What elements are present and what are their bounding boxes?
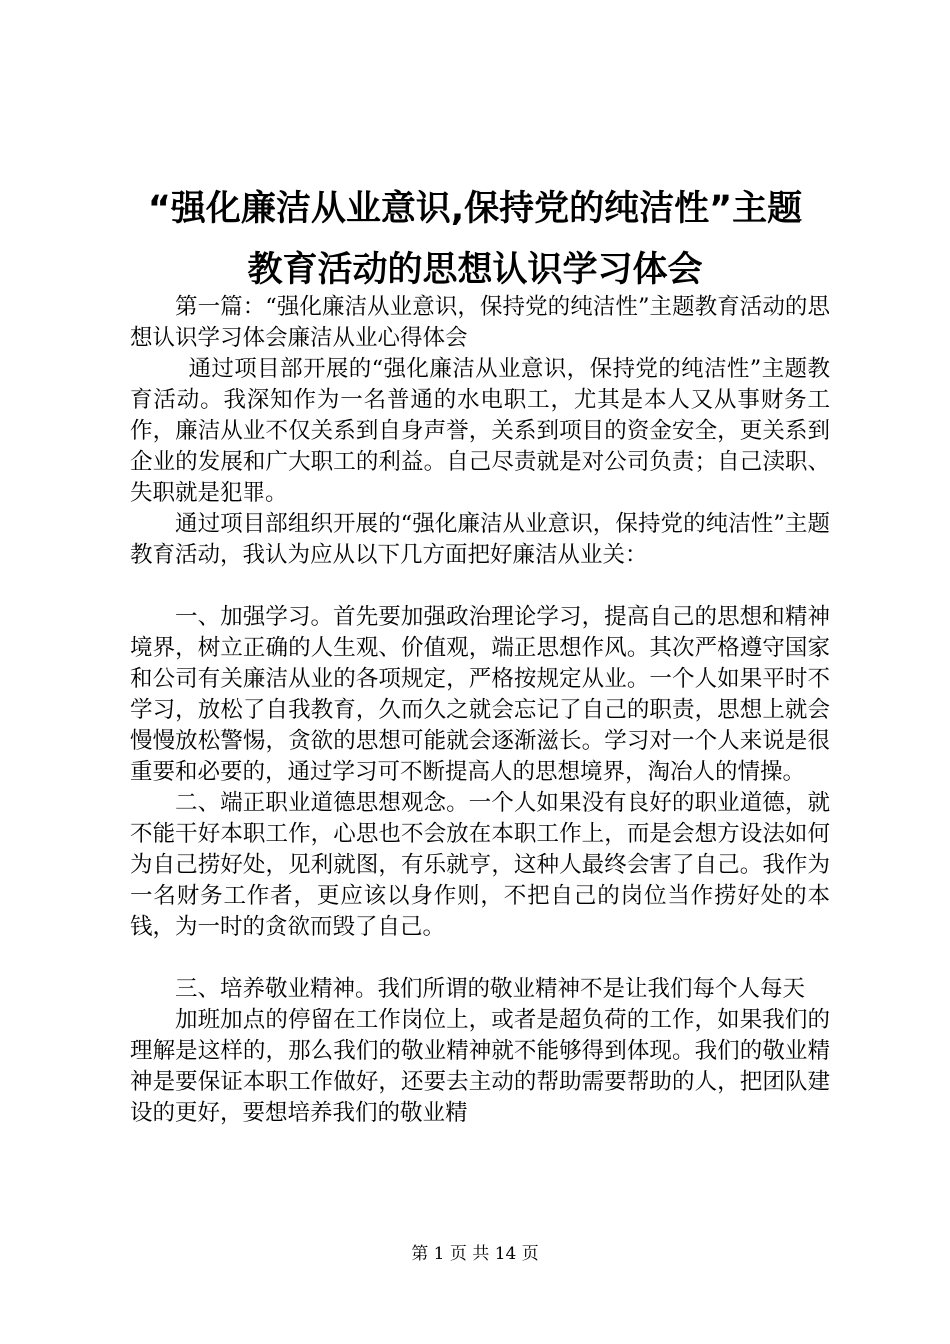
paragraph-section-2: 二、端正职业道德思想观念。一个人如果没有良好的职业道德，就不能干好本职工作，心思也不会放在本职工作上，而是会想方设法如何为自己捞好处，见利就图，有乐就亨，这种人最终会害了自己。我作为一名财务工作者，更应该以身作则，不把自己的岗位当作捞好处的本钱，为一时的贪欲而毁了自己。: [130, 790, 830, 940]
page-number: 第 1 页 共 14 页: [411, 1244, 539, 1264]
document-title-line-2: 教育活动的思想认识学习体会: [247, 250, 703, 290]
paragraph-intro: 第一篇：“强化廉洁从业意识，保持党的纯洁性”主题教育活动的思想认识学习体会廉洁从业心得体会: [130, 294, 830, 351]
document-title-line-1: “强化廉洁从业意识,保持党的纯洁性”主题: [147, 189, 803, 229]
paragraph-1: 通过项目部开展的“强化廉洁从业意识，保持党的纯洁性”主题教育活动。我深知作为一名普通的水电职工，尤其是本人又从事财务工作，廉洁从业不仅关系到自身声誉，关系到项目的资金安全，更关系到企业的发展和广大职工的利益。自己尽责就是对公司负责；自己渎职、失职就是犯罪。: [130, 356, 830, 506]
paragraph-section-3-cont: 加班加点的停留在工作岗位上，或者是超负荷的工作，如果我们的理解是这样的，那么我们的敬业精神就不能够得到体现。我们的敬业精神是要保证本职工作做好，还要去主动的帮助需要帮助的人，把团队建设的更好，要想培养我们的敬业精: [130, 1007, 830, 1126]
document-body: [130, 292, 830, 1129]
paragraph-section-3: 三、培养敬业精神。我们所谓的敬业精神不是让我们每个人每天: [175, 976, 806, 1002]
paragraph-section-1: 一、加强学习。首先要加强政治理论学习，提高自己的思想和精神境界，树立正确的人生观、价值观，端正思想作风。其次严格遵守国家和公司有关廉洁从业的各项规定，严格按规定从业。一个人如果平时不学习，放松了自我教育，久而久之就会忘记了自己的职责，思想上就会慢慢放松警惕，贪欲的思想可能就会逐渐滋长。学习对一个人来说是很重要和必要的，通过学习可不断提高人的思想境界，淘冶人的情操。: [130, 604, 830, 785]
paragraph-2: 通过项目部组织开展的“强化廉洁从业意识，保持党的纯洁性”主题教育活动，我认为应从以下几方面把好廉洁从业关：: [130, 511, 830, 568]
